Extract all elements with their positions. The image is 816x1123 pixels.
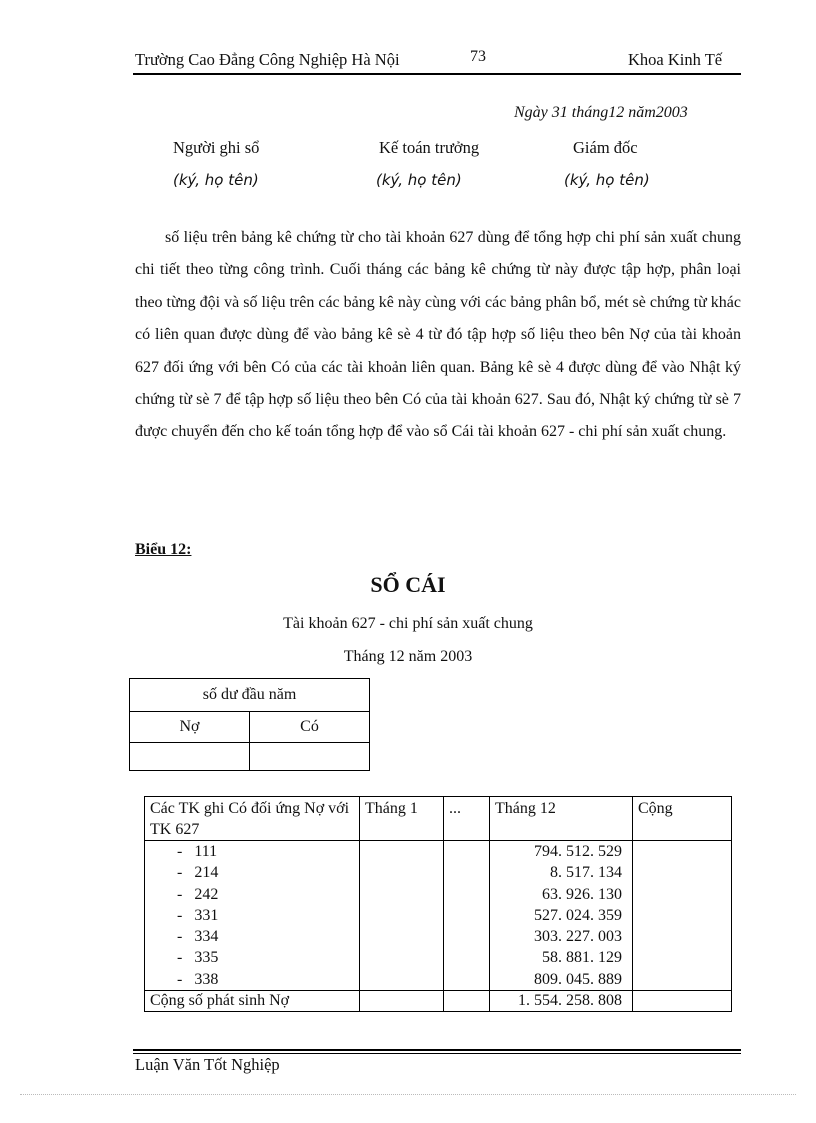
month-12-amount: 303. 227. 003: [490, 926, 633, 947]
page-number: 73: [470, 48, 486, 65]
account-code: - 335: [145, 947, 360, 968]
opening-balance-credit-value: [250, 743, 370, 771]
account-code: - 331: [145, 905, 360, 926]
table-row: [145, 905, 732, 926]
month-12-amount: 58. 881. 129: [490, 947, 633, 968]
month-12-amount: 794. 512. 529: [490, 841, 633, 863]
month-12-amount: 809. 045. 889: [490, 969, 633, 991]
account-code: - 334: [145, 926, 360, 947]
signature-note-director: (ký, họ tên): [564, 171, 650, 189]
signature-role-recorder: Người ghi sổ: [173, 138, 260, 157]
bullet: -: [177, 885, 183, 903]
table-row: [145, 969, 732, 991]
footer-divider-thin: [133, 1053, 741, 1054]
form-subtitle: Tài khoản 627 - chi phí sản xuất chung: [283, 615, 533, 632]
month-12-amount: 527. 024. 359: [490, 905, 633, 926]
form-label: Biểu 12:: [135, 541, 192, 558]
account-code: - 111: [145, 841, 360, 863]
account-code: - 242: [145, 884, 360, 905]
table-row: [145, 841, 732, 863]
signature-note-recorder: (ký, họ tên): [173, 171, 259, 189]
footer-text: Luận Văn Tốt Nghiệp: [135, 1055, 280, 1074]
total-row: [145, 991, 732, 1012]
column-header-total: Cộng: [633, 797, 732, 841]
body-paragraph: số liệu trên bảng kê chứng từ cho tài khoản 627 dùng để tổng hợp chi phí sản xuất chung chi tiết theo từng công trình. Cuối tháng các bảng kê chứng từ này được tập hợp, phân loại theo từng đội và số liệu trên các bảng kê này cùng với các bảng phân bổ, mét sè chứng từ khác có liên quan được dùng để vào bảng kê sè 4 từ đó tập hợp số liệu theo bên Nợ của tài khoản 627 đối ứng với bên Có của các tài khoản liên quan. Bảng kê sè 4 được dùng để vào Nhật ký chứng từ sè 7 để tập hợp số liệu theo bên Có của tài khoản 627. Sau đó, Nhật ký chứng từ sè 7 được chuyển đến cho kế toán tổng hợp để vào sổ Cái tài khoản 627 - chi phí sản xuất chung.: [135, 229, 741, 441]
column-header-accounts: Các TK ghi Có đối ứng Nợ với TK 627: [145, 797, 360, 841]
footer-divider: [133, 1049, 741, 1051]
bullet: -: [177, 970, 183, 988]
bullet: -: [177, 949, 183, 967]
page-bottom-border: [20, 1094, 796, 1095]
header-department: Khoa Kinh Tế: [628, 50, 723, 69]
column-header-month-1: Tháng 1: [360, 797, 444, 841]
opening-balance-debit-header: Nợ: [130, 712, 250, 743]
opening-balance-credit-header: Có: [250, 712, 370, 743]
bullet: -: [177, 928, 183, 946]
table-row: [145, 926, 732, 947]
bullet: -: [177, 906, 183, 924]
month-12-amount: 8. 517. 134: [490, 862, 633, 883]
page-title: SỔ CÁI: [370, 572, 446, 597]
opening-balance-table: [129, 678, 370, 771]
month-12-amount: 63. 926. 130: [490, 884, 633, 905]
table-row: [145, 862, 732, 883]
bullet: -: [177, 843, 183, 860]
table-row: [145, 947, 732, 968]
opening-balance-title: số dư đầu năm: [130, 679, 370, 712]
signature-note-chief-accountant: (ký, họ tên): [376, 171, 462, 189]
account-code: - 214: [145, 862, 360, 883]
account-code: - 338: [145, 969, 360, 991]
table-row: [145, 884, 732, 905]
column-header-ellipsis: ...: [444, 797, 490, 841]
ledger-table: [144, 796, 732, 1012]
total-label: Cộng số phát sinh Nợ: [145, 991, 360, 1012]
signature-date: Ngày 31 tháng12 năm2003: [514, 104, 688, 121]
form-period: Tháng 12 năm 2003: [343, 648, 473, 665]
opening-balance-debit-value: [130, 743, 250, 771]
header-divider: [133, 73, 741, 75]
signature-role-director: Giám đốc: [573, 138, 638, 157]
bullet: -: [177, 864, 183, 882]
column-header-month-12: Tháng 12: [490, 797, 633, 841]
signature-role-chief-accountant: Kế toán trưởng: [379, 138, 480, 157]
total-month-12-amount: 1. 554. 258. 808: [490, 991, 633, 1012]
header-school-name: Trường Cao Đẳng Công Nghiệp Hà Nội: [135, 50, 400, 69]
